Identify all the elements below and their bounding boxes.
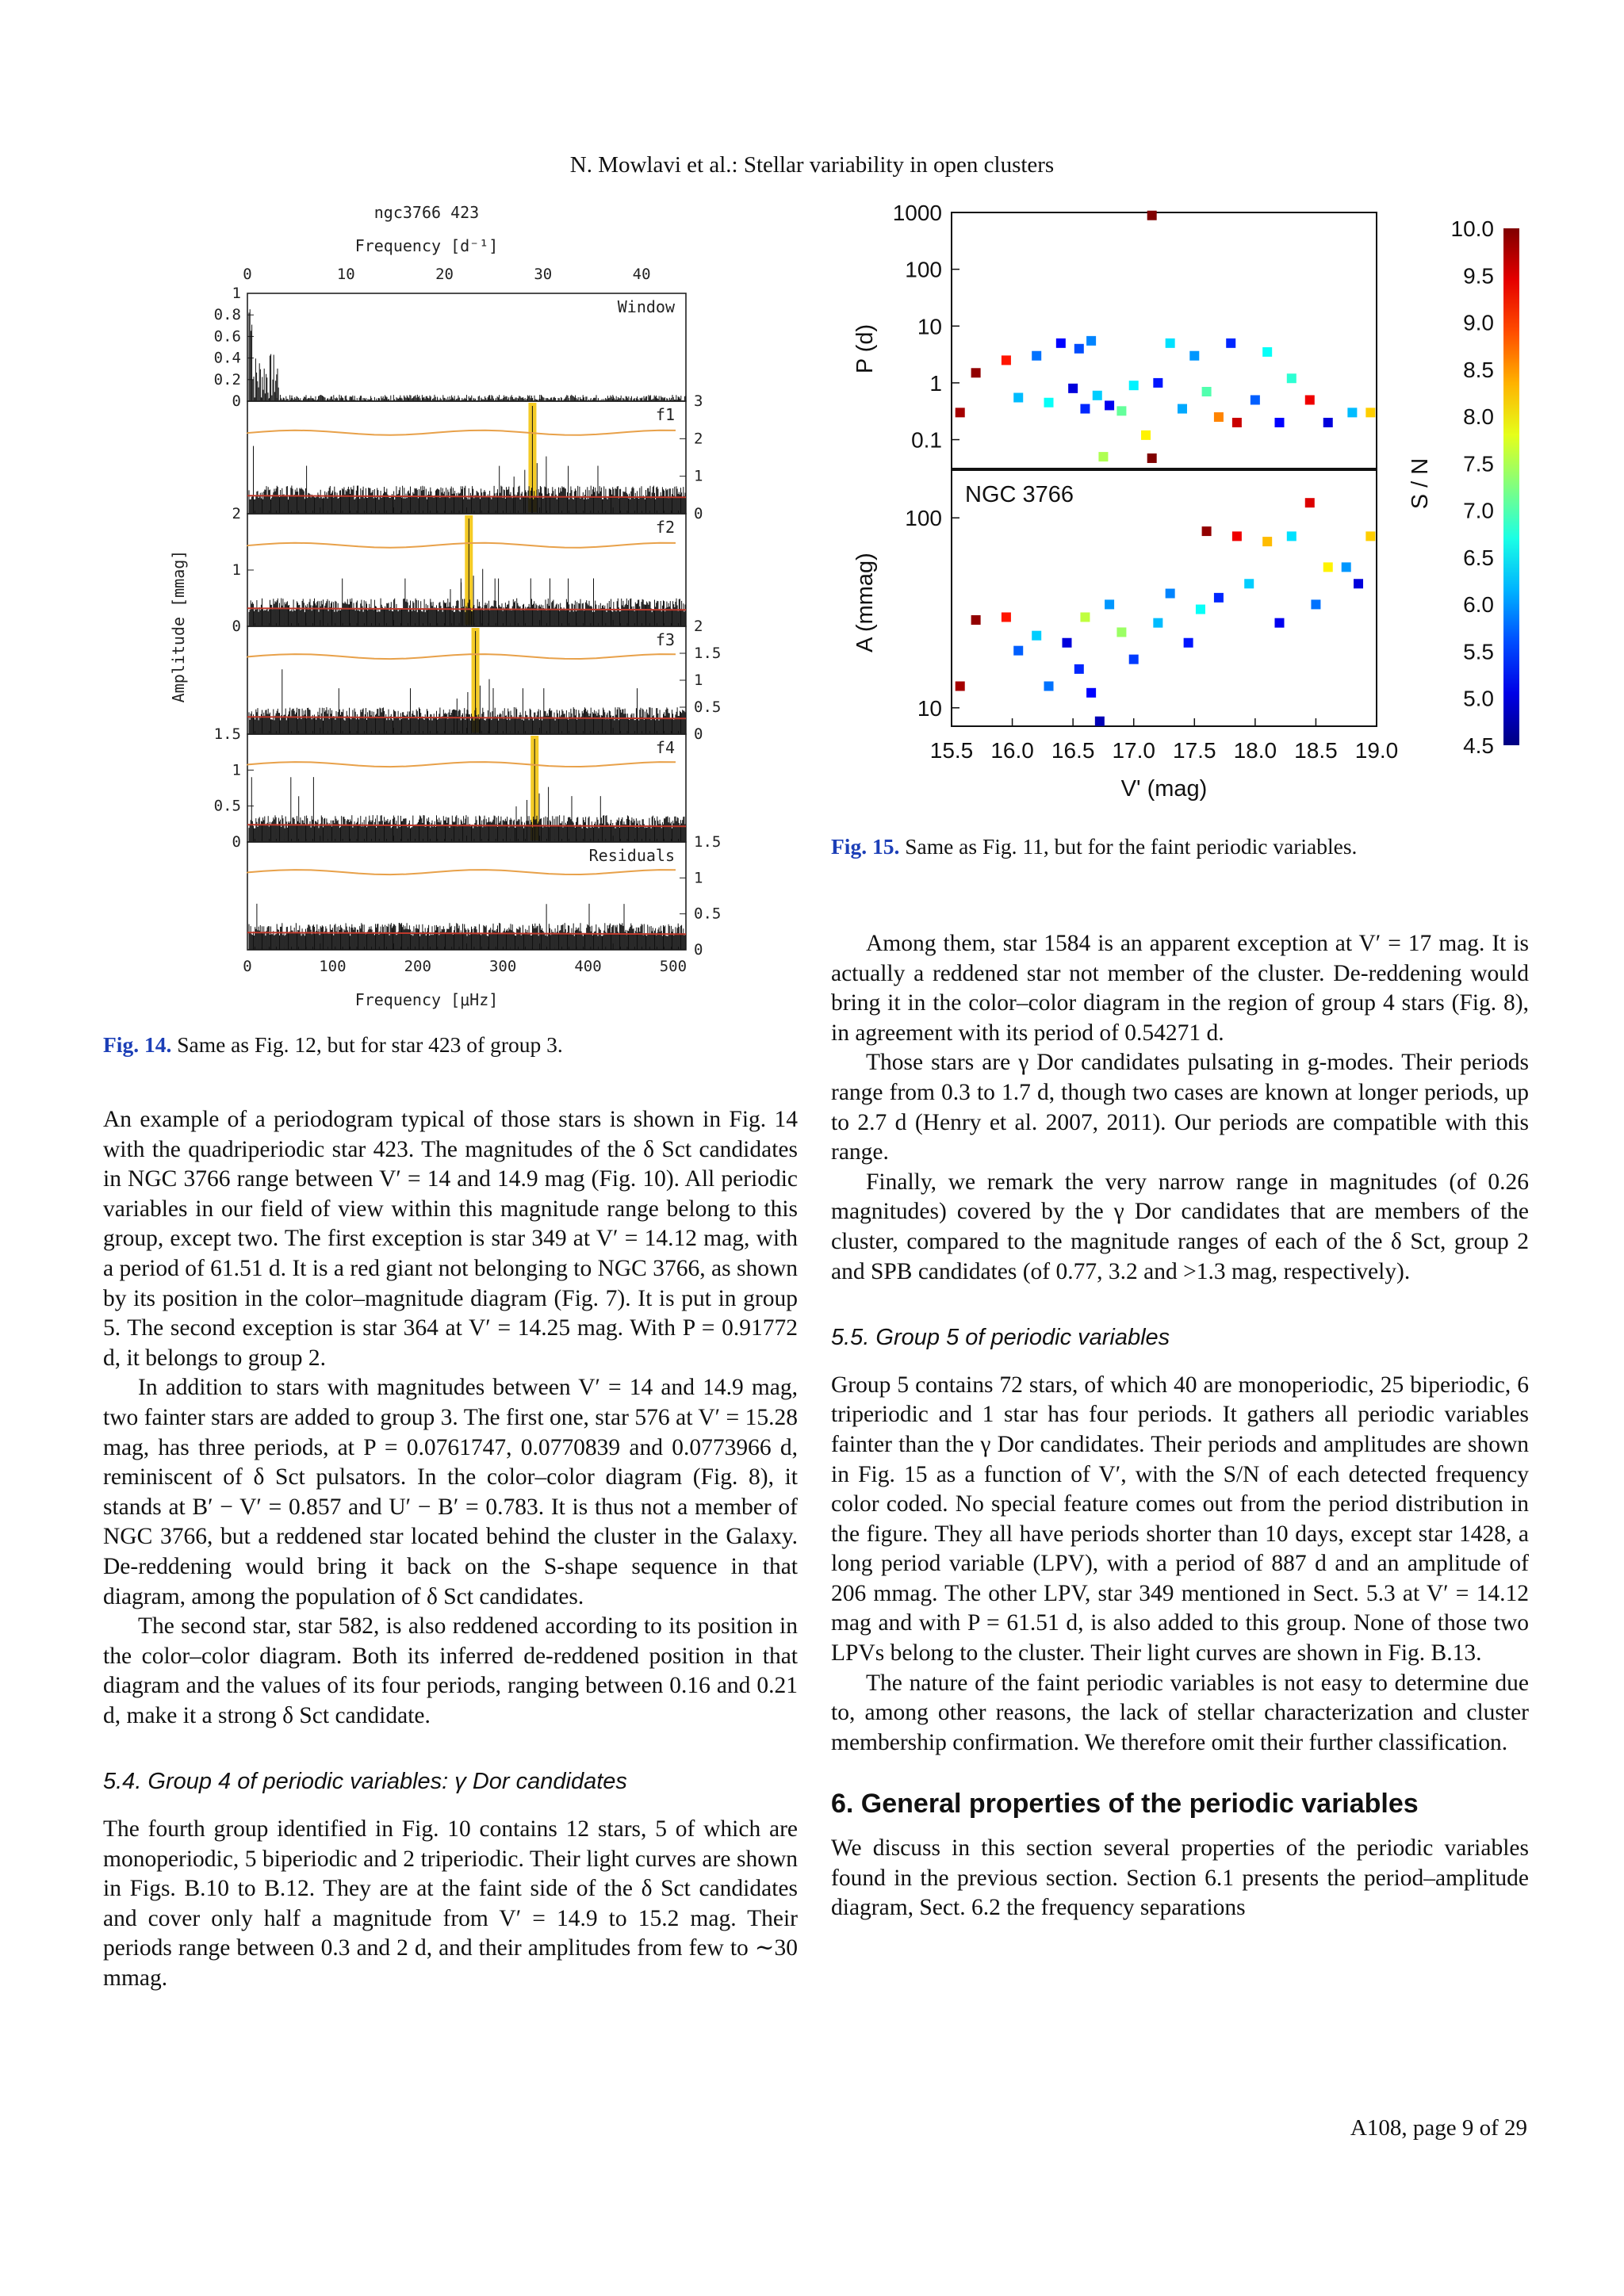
fig15-period-point bbox=[1032, 351, 1041, 361]
fig15-period-point bbox=[1226, 339, 1235, 348]
fig15-caption-label: Fig. 15. bbox=[831, 834, 900, 859]
fig15-amplitude-point bbox=[1166, 589, 1175, 599]
fig15-period-point bbox=[1262, 347, 1272, 357]
right-paragraph-5: The nature of the faint periodic variables is not easy to determine due to, among other reasons, the lack of stellar characterization and cluster membership confirmation. We therefore omit their further classification. bbox=[831, 1670, 1529, 1755]
fig15-top-frame bbox=[952, 212, 1377, 469]
fig15-period-point bbox=[1002, 355, 1011, 365]
fig15-xlabel: V' (mag) bbox=[1120, 776, 1208, 802]
fig15-amplitude-point bbox=[1232, 531, 1242, 541]
fig15-top-ytick: 100 bbox=[905, 257, 942, 282]
fig15-period-point bbox=[1202, 387, 1212, 396]
fig14-panel-window bbox=[214, 285, 686, 410]
fig15-period-point bbox=[1287, 373, 1297, 383]
fig14-f3-ytick: 1.5 bbox=[694, 645, 722, 662]
fig15-amplitude-point bbox=[1354, 579, 1363, 588]
fig14-f1-ytick: 1 bbox=[694, 467, 703, 485]
fig15-amplitude-point bbox=[1311, 599, 1320, 609]
fig14-res-ytick: 1 bbox=[694, 869, 703, 887]
fig15-period-point bbox=[1365, 408, 1375, 417]
left-paragraph-4: The fourth group identified in Fig. 10 contains 12 stars, 5 of which are monoperiodic, 5 biperiodic and 2 triperiodic. Their light curves are shown in Figs. B.10 to B.12. They are at the faint side of the δ Sct candidates and cover only half a magnitude from V′ = 14.9 to 15.2 mag. Their periods range between 0.3 and 2 d, and their amplitudes from few to ∼30 mmag. bbox=[103, 1816, 798, 1992]
fig15-bottom-ytick: 100 bbox=[905, 506, 942, 531]
fig15-amplitude-point bbox=[1262, 537, 1272, 546]
right-paragraph-4: Group 5 contains 72 stars, of which 40 are monoperiodic, 25 biperiodic, 6 triperiodic and 1 star has four periods. It gathers all periodic variables fainter than the γ Dor candidates. Their periods and amplitudes are shown in Fig. 15 as a function of V′, with the S/N of each detected frequency color coded. No special feature comes out from the period distribution in the figure. They all have periods shorter than 10 days, except star 1428, a long period variable (LPV), with a period of 887 d and an amplitude of 206 mmag. The other LPV, star 349 mentioned in Sect. 5.3 at V′ = 14.12 mag and with P = 61.51 d, is also added to this group. None of those two LPVs belong to the cluster. Their light curves are shown in Fig. B.13. bbox=[831, 1372, 1529, 1667]
fig14-caption-text: Same as Fig. 12, but for star 423 of group 3. bbox=[177, 1032, 563, 1057]
left-column bbox=[103, 1105, 798, 1994]
fig15-top-ytick: 1 bbox=[929, 370, 942, 396]
fig15-colorbar bbox=[1503, 228, 1519, 745]
fig15-period-point bbox=[1232, 418, 1242, 427]
fig14-top-tick: 40 bbox=[632, 266, 651, 283]
fig15-period-point bbox=[1105, 400, 1114, 410]
fig15-xtick: 16.0 bbox=[990, 738, 1034, 763]
fig15-amplitude-point bbox=[1287, 531, 1297, 541]
page-footer: A108, page 9 of 29 bbox=[1350, 2115, 1527, 2141]
fig14-f3-ytick: 2 bbox=[694, 618, 703, 635]
fig15-period-point bbox=[1347, 408, 1357, 417]
fig15-colorbar-tick: 7.5 bbox=[1463, 451, 1494, 476]
running-head: N. Mowlavi et al.: Stellar variability in open clusters bbox=[569, 152, 1055, 178]
fig14-f4-ytick: 0 bbox=[232, 833, 241, 851]
fig14-top-tick: 30 bbox=[534, 266, 553, 283]
fig15-colorbar-tick: 5.0 bbox=[1463, 686, 1494, 711]
fig15-period-point bbox=[1013, 393, 1023, 403]
fig14-top-tick: 10 bbox=[336, 266, 355, 283]
fig15-amplitude-point bbox=[956, 681, 965, 691]
left-paragraph-3: The second star, star 582, is also reddened according to its position in the color–color diagram. Both its inferred de-reddened position in that diagram and the values of its four periods, ranging between 0.16 and 0.21 d, make it a strong δ Sct candidate. bbox=[103, 1613, 798, 1728]
fig15-xtick: 18.0 bbox=[1233, 738, 1277, 763]
fig14-f4-ytick: 0.5 bbox=[213, 797, 241, 815]
fig14-f3-ytick: 1 bbox=[694, 672, 703, 689]
right-paragraph-3: Finally, we remark the very narrow range in magnitudes (of 0.26 magnitudes) covered by the γ Dor candidates that are members of the cluster, compared to the magnitude ranges of each of the δ Sct, group 2 and SPB candidates (of 0.77, 3.2 and >1.3 mag, respectively). bbox=[831, 1169, 1529, 1284]
fig15-amplitude-point bbox=[1080, 612, 1090, 622]
fig14-panel-label: f4 bbox=[655, 738, 675, 757]
fig15-period-point bbox=[1153, 378, 1162, 388]
fig15-amplitude-point bbox=[1214, 593, 1224, 603]
fig15-amplitude-point bbox=[1074, 664, 1084, 674]
fig14-f3-ytick: 0.5 bbox=[694, 698, 722, 716]
fig15-xtick: 16.5 bbox=[1051, 738, 1095, 763]
left-paragraph-2: In addition to stars with magnitudes between V′ = 14 and 14.9 mag, two fainter stars are added to group 3. The first one, star 576 at V′ = 15.28 mag, has three periods, at P = 0.0761747, 0.0770839 and 0.0773966 d, reminiscent of δ Sct pulsators. In the color–color diagram (Fig. 8), it stands at B′ − V′ = 0.857 and U′ − B′ = 0.783. It is thus not a member of NGC 3766, but a reddened star located behind the cluster in the Galaxy. De-reddening would bring it back on the S-shape sequence in that diagram, among the population of δ Sct candidates. bbox=[103, 1375, 798, 1609]
fig14-f1-ytick: 0 bbox=[694, 505, 703, 522]
fig15-top-ytick: 1000 bbox=[892, 201, 942, 225]
fig15-period-point bbox=[1305, 395, 1315, 404]
fig14-caption bbox=[103, 1032, 753, 1058]
fig15-period-point bbox=[1189, 351, 1199, 361]
fig14-bottom-tick: 0 bbox=[243, 958, 252, 975]
fig15-amplitude-point bbox=[1116, 627, 1126, 637]
fig15-period-point bbox=[1323, 418, 1333, 427]
fig14-window-ytick: 0.8 bbox=[213, 306, 241, 324]
fig15-colorbar-tick: 4.5 bbox=[1463, 733, 1494, 758]
section-5-5-heading: 5.5. Group 5 of periodic variables bbox=[831, 1325, 1170, 1351]
section-5-4-heading: 5.4. Group 4 of periodic variables: γ Dor candidates bbox=[103, 1769, 627, 1795]
fig14-f2-ytick: 2 bbox=[232, 505, 241, 522]
fig14-caption-label: Fig. 14. bbox=[103, 1032, 172, 1057]
fig14-top-tick: 20 bbox=[435, 266, 454, 283]
fig15-caption bbox=[831, 834, 1529, 859]
fig15-cluster-label: NGC 3766 bbox=[965, 482, 1074, 507]
fig15-colorbar-tick: 7.0 bbox=[1463, 498, 1494, 523]
fig15-top-ytick: 10 bbox=[917, 314, 942, 339]
fig14-top-tick: 0 bbox=[243, 266, 252, 283]
right-paragraph-1: Among them, star 1584 is an apparent exception at V′ = 17 mag. It is actually a reddened star not member of the cluster. De-reddening would bring it in the color–color diagram in the region of group 4 stars (Fig. 8), in agreement with its period of 0.54271 d. bbox=[831, 931, 1529, 1046]
fig15-period-point bbox=[1044, 398, 1054, 408]
fig15-period-point bbox=[1147, 211, 1157, 220]
fig14-f2-ytick: 0 bbox=[232, 618, 241, 635]
fig14-bottom-tick: 500 bbox=[659, 958, 688, 975]
fig14-panel-label: Residuals bbox=[588, 846, 675, 865]
fig14-panel-f4 bbox=[214, 725, 686, 851]
fig15-amplitude-point bbox=[1105, 599, 1114, 609]
fig14-panel-f1 bbox=[247, 392, 703, 522]
fig15-period-point bbox=[1214, 412, 1224, 422]
fig15-amplitude-point bbox=[1184, 638, 1193, 648]
fig15-top-ylabel: P (d) bbox=[852, 323, 878, 374]
fig14-bottom-axis-label: Frequency [μHz] bbox=[354, 990, 499, 1009]
fig15-amplitude-point bbox=[1013, 646, 1023, 656]
fig15-amplitude-point bbox=[1032, 631, 1041, 641]
fig15-colorbar-tick: 9.0 bbox=[1463, 310, 1494, 335]
fig14-panel-label: Window bbox=[617, 297, 675, 316]
fig14-res-ytick: 0 bbox=[694, 941, 703, 959]
fig15-bottom-ylabel: A (mmag) bbox=[852, 553, 878, 652]
fig15-period-point bbox=[1274, 418, 1284, 427]
fig15-period-point bbox=[1116, 406, 1126, 415]
fig14-panel-label: f1 bbox=[655, 405, 675, 424]
section-6-heading: 6. General properties of the periodic variables bbox=[831, 1789, 1419, 1820]
fig14-periodogram bbox=[159, 198, 761, 1023]
fig15-period-point bbox=[1098, 452, 1108, 461]
fig14-res-ytick: 0.5 bbox=[694, 905, 722, 923]
fig14-f3-ytick: 0 bbox=[694, 725, 703, 743]
fig15-bottom-ytick: 10 bbox=[917, 695, 942, 721]
fig15-period-point bbox=[1080, 404, 1090, 414]
fig14-panel-label: f2 bbox=[655, 518, 675, 537]
fig15-period-point bbox=[1056, 339, 1066, 348]
fig15-colorbar-tick: 9.5 bbox=[1463, 263, 1494, 289]
fig14-f1-ytick: 2 bbox=[694, 430, 703, 448]
fig15-caption-text: Same as Fig. 11, but for the faint periodic variables. bbox=[905, 834, 1358, 859]
fig15-amplitude-point bbox=[1062, 638, 1071, 648]
fig14-y-axis-label: Amplitude [mmag] bbox=[169, 549, 188, 703]
fig15-colorbar-label: S / N bbox=[1408, 457, 1433, 510]
fig15-scatter bbox=[841, 198, 1538, 809]
right-column bbox=[831, 929, 1529, 1923]
fig14-panel-label: f3 bbox=[655, 630, 675, 649]
fig15-xtick: 19.0 bbox=[1354, 738, 1399, 763]
fig15-colorbar-tick: 5.5 bbox=[1463, 639, 1494, 664]
fig15-bottom-frame bbox=[952, 469, 1377, 726]
fig15-period-point bbox=[1141, 430, 1151, 440]
fig15-colorbar-tick: 8.5 bbox=[1463, 357, 1494, 382]
fig14-f2-ytick: 1 bbox=[232, 561, 241, 579]
fig15-colorbar-tick: 6.5 bbox=[1463, 545, 1494, 570]
fig15-amplitude-point bbox=[1365, 531, 1375, 541]
fig15-amplitude-point bbox=[1196, 605, 1205, 614]
fig15-amplitude-point bbox=[1202, 526, 1212, 536]
fig15-colorbar-tick: 8.0 bbox=[1463, 404, 1494, 430]
fig14-window-ytick: 0.4 bbox=[213, 349, 241, 367]
fig14-panel-res bbox=[247, 833, 721, 959]
fig14-f4-ytick: 1.5 bbox=[213, 725, 241, 743]
fig14-bottom-tick: 100 bbox=[319, 958, 347, 975]
fig15-amplitude-point bbox=[1153, 618, 1162, 628]
fig15-period-point bbox=[1129, 381, 1139, 390]
fig14-window-ytick: 0 bbox=[232, 392, 241, 410]
fig15-period-point bbox=[1178, 404, 1187, 414]
fig14-window-ytick: 0.6 bbox=[213, 327, 241, 346]
right-paragraph-6: We discuss in this section several properties of the periodic variables found in the previous section. Section 6.1 presents the period–amplitude diagram, Sect. 6.2 the frequency separations bbox=[831, 1835, 1529, 1921]
fig14-panel-f3 bbox=[247, 618, 721, 743]
fig15-amplitude-point bbox=[971, 615, 981, 625]
fig14-title: ngc3766 423 bbox=[373, 203, 480, 222]
fig15-period-point bbox=[1093, 391, 1102, 400]
fig15-amplitude-point bbox=[1044, 681, 1054, 691]
fig15-xtick: 17.0 bbox=[1112, 738, 1155, 763]
fig15-period-point bbox=[956, 408, 965, 417]
fig15-amplitude-point bbox=[1095, 717, 1105, 726]
fig14-f1-ytick: 3 bbox=[694, 392, 703, 410]
fig14-window-ytick: 1 bbox=[232, 285, 241, 302]
fig15-colorbar-tick: 6.0 bbox=[1463, 592, 1494, 618]
fig14-panel-f2 bbox=[232, 505, 686, 635]
fig14-bottom-tick: 300 bbox=[488, 958, 517, 975]
fig15-amplitude-point bbox=[1274, 618, 1284, 628]
fig15-xtick: 18.5 bbox=[1294, 738, 1338, 763]
fig15-top-ytick: 0.1 bbox=[911, 427, 942, 453]
fig15-colorbar-tick: 10.0 bbox=[1450, 216, 1494, 241]
fig15-period-point bbox=[1068, 384, 1078, 393]
fig15-period-point bbox=[1074, 344, 1084, 354]
fig15-period-point bbox=[1166, 339, 1175, 348]
fig14-f4-ytick: 1 bbox=[232, 761, 241, 779]
fig15-amplitude-point bbox=[1244, 579, 1254, 588]
fig14-bottom-tick: 200 bbox=[404, 958, 431, 975]
left-paragraph-1: An example of a periodogram typical of those stars is shown in Fig. 14 with the quadriperiodic star 423. The magnitudes of the δ Sct candidates in NGC 3766 range between V′ = 14 and 14.9 mag (Fig. 10). All periodic variables in our field of view within this magnitude range belong to this group, except two. The first exception is star 349 at V′ = 14.12 mag, with a period of 61.51 d. It is a red giant not belonging to NGC 3766, as shown by its position in the color–magnitude diagram (Fig. 7). It is put in group 5. The second exception is star 364 at V′ = 14.25 mag. With P = 0.91772 d, it belongs to group 2. bbox=[103, 1107, 798, 1371]
fig15-xtick: 15.5 bbox=[929, 738, 974, 763]
fig15-amplitude-point bbox=[1342, 562, 1351, 572]
fig15-amplitude-point bbox=[1323, 562, 1333, 572]
fig15-period-point bbox=[1086, 336, 1096, 346]
fig15-amplitude-point bbox=[1086, 688, 1096, 698]
fig14-window-ytick: 0.2 bbox=[213, 370, 241, 388]
fig14-res-ytick: 1.5 bbox=[694, 833, 722, 851]
fig15-period-point bbox=[1251, 395, 1260, 404]
fig15-amplitude-point bbox=[1305, 498, 1315, 507]
right-paragraph-2: Those stars are γ Dor candidates pulsating in g-modes. Their periods range from 0.3 to 1.7 d, though two cases are known at longer periods, up to 2.7 d (Henry et al. 2007, 2011). Our periods are compatible with this range. bbox=[831, 1050, 1529, 1165]
fig15-amplitude-point bbox=[1147, 453, 1157, 463]
fig15-amplitude-point bbox=[1129, 655, 1139, 664]
fig15-period-point bbox=[971, 368, 981, 377]
fig15-xtick: 17.5 bbox=[1173, 738, 1216, 763]
fig14-bottom-tick: 400 bbox=[574, 958, 602, 975]
fig15-amplitude-point bbox=[1002, 612, 1011, 622]
fig14-top-axis-label: Frequency [d⁻¹] bbox=[354, 236, 499, 255]
